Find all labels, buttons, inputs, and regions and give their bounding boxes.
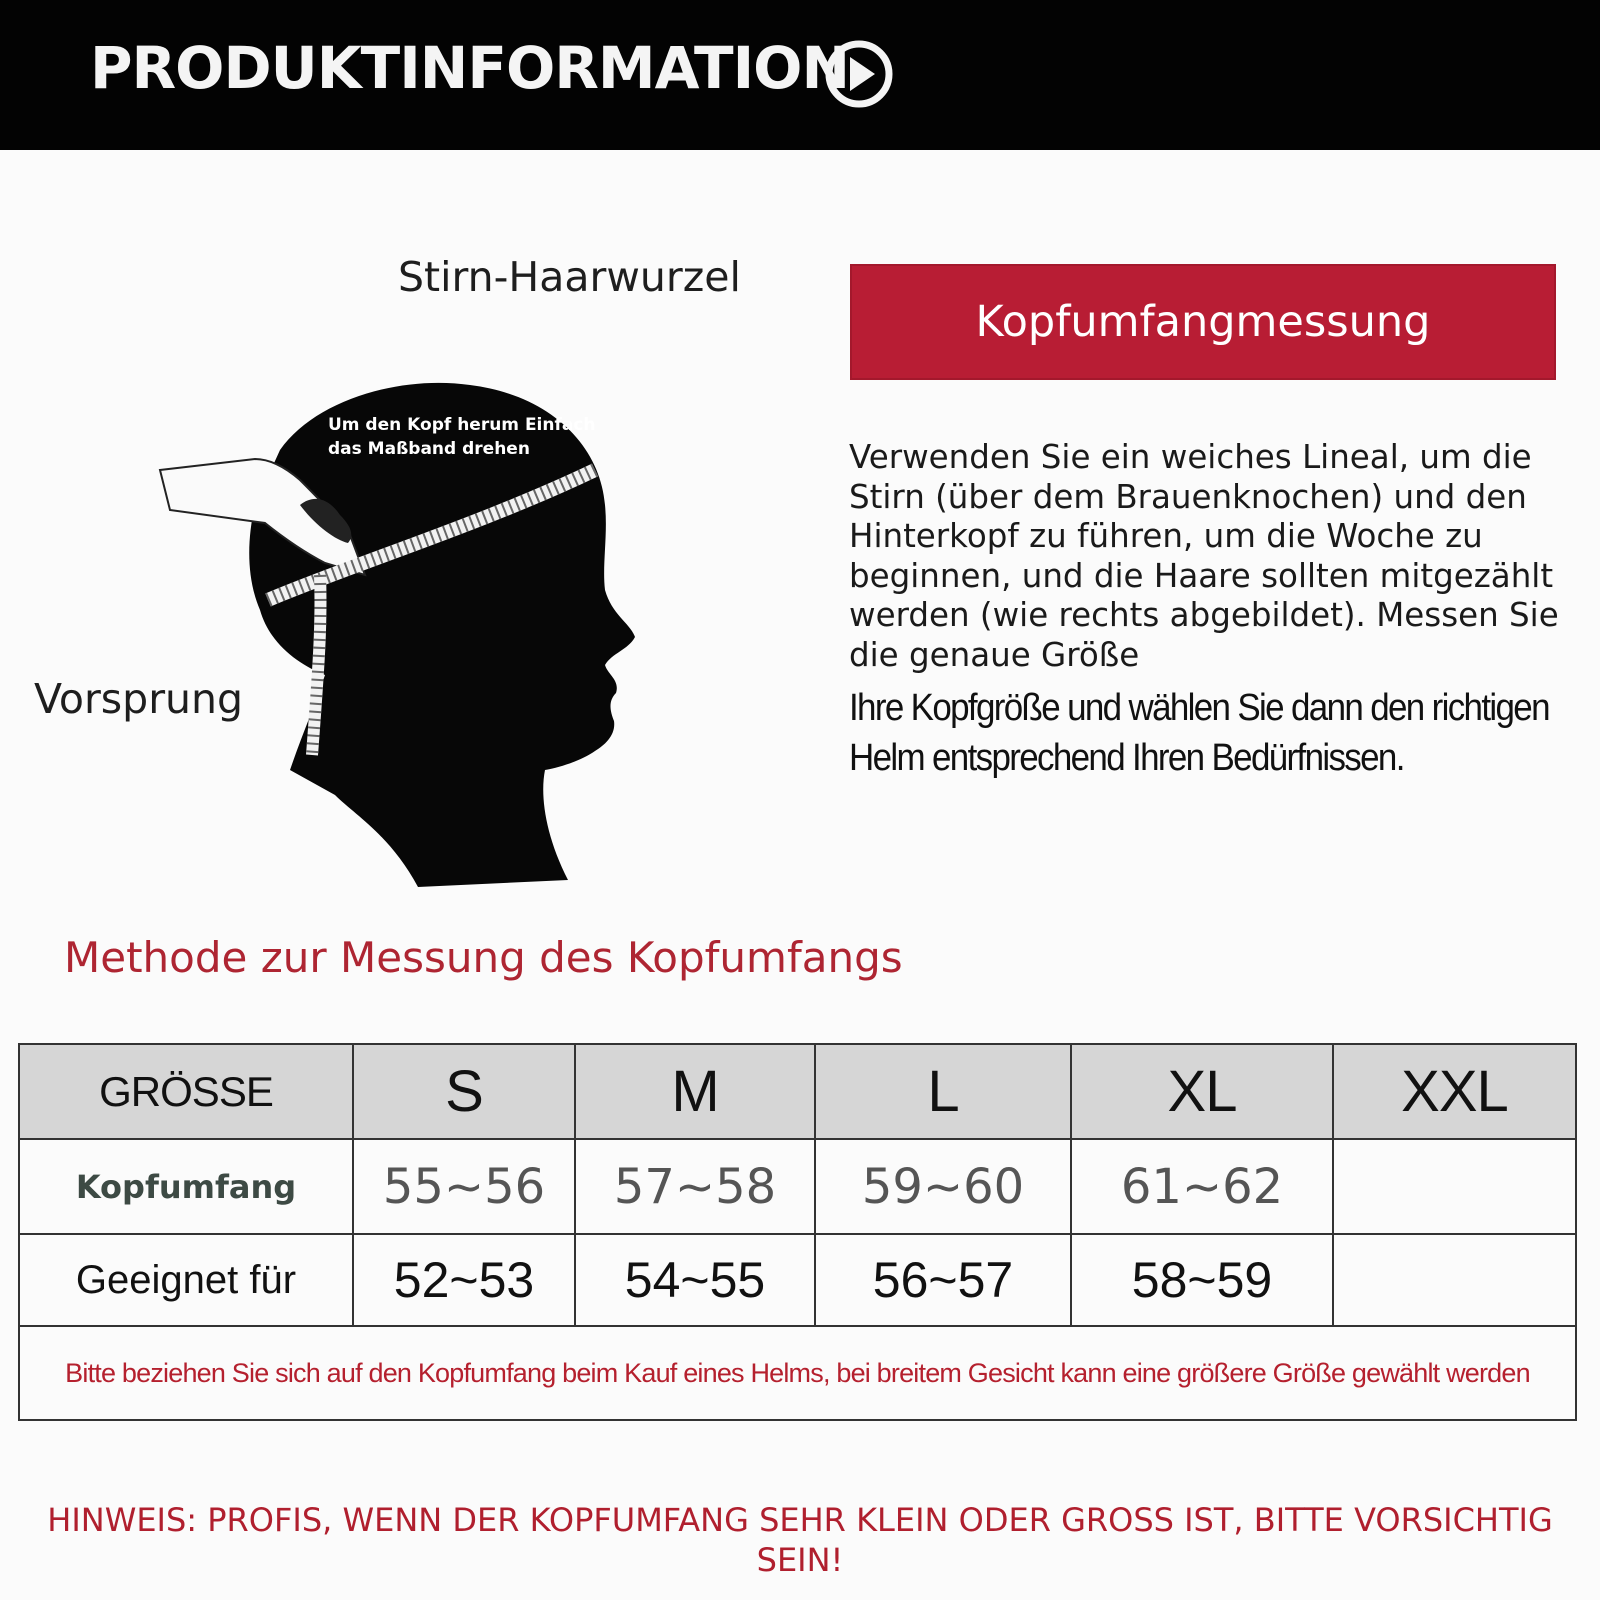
measurement-description: Verwenden Sie ein weiches Lineal, um die Stirn (über dem Brauenknochen) und den Hinterkopf zu führen, um die Woche zu beginnen, und die Haare sollten mitgezählt werden (wie rechts abgebildet). Messen Sie die genaue Größe (849, 438, 1559, 674)
table-note-row (19, 1326, 1576, 1420)
header-xl: XL (1071, 1044, 1333, 1139)
tape-instruction (328, 413, 598, 461)
play-circle-icon (823, 38, 895, 110)
header-bar (0, 0, 1600, 150)
measurement-badge (850, 264, 1556, 380)
table-cell: 55~56 (353, 1139, 575, 1234)
table-row (19, 1139, 1576, 1234)
table-cell: 57~58 (575, 1139, 815, 1234)
table-cell: 61~62 (1071, 1139, 1333, 1234)
table-cell: 59~60 (815, 1139, 1071, 1234)
notice-text: HINWEIS: PROFIS, WENN DER KOPFUMFANG SEHR KLEIN ODER GROSS IST, BITTE VORSICHTIG SEIN! (47, 1501, 1553, 1579)
badge-label: Kopfumfangmessung (975, 297, 1431, 347)
measurement-description-2: Ihre Kopfgröße und wählen Sie dann den richtigen Helm entsprechend Ihren Bedürfnissen. (849, 687, 1549, 779)
row-label: Geeignet für (19, 1234, 353, 1326)
table-note: Bitte beziehen Sie sich auf den Kopfumfang beim Kauf eines Helms, bei breitem Gesicht kann eine größere Größe gewählt werden (19, 1326, 1576, 1420)
tape-instruction-line2: das Maßband drehen (328, 439, 530, 459)
table-cell: 54~55 (575, 1234, 815, 1326)
table-cell: 52~53 (353, 1234, 575, 1326)
size-header-row (19, 1044, 1576, 1139)
header-size: GRÖSSE (19, 1044, 353, 1139)
size-table (18, 1043, 1577, 1421)
label-forehead: Stirn-Haarwurzel (398, 253, 741, 301)
table-cell (1333, 1234, 1576, 1326)
label-bump: Vorsprung (34, 675, 244, 723)
tape-instruction-line1: Um den Kopf herum Einfach (328, 415, 596, 435)
header-s: S (353, 1044, 575, 1139)
table-cell (1333, 1139, 1576, 1234)
header-xxl: XXL (1333, 1044, 1576, 1139)
row-label: Kopfumfang (19, 1139, 353, 1234)
header-title: PRODUKTINFORMATION (90, 34, 850, 102)
table-row (19, 1234, 1576, 1326)
header-m: M (575, 1044, 815, 1139)
table-cell: 58~59 (1071, 1234, 1333, 1326)
header-l: L (815, 1044, 1071, 1139)
method-title: Methode zur Messung des Kopfumfangs (64, 933, 903, 982)
table-cell: 56~57 (815, 1234, 1071, 1326)
